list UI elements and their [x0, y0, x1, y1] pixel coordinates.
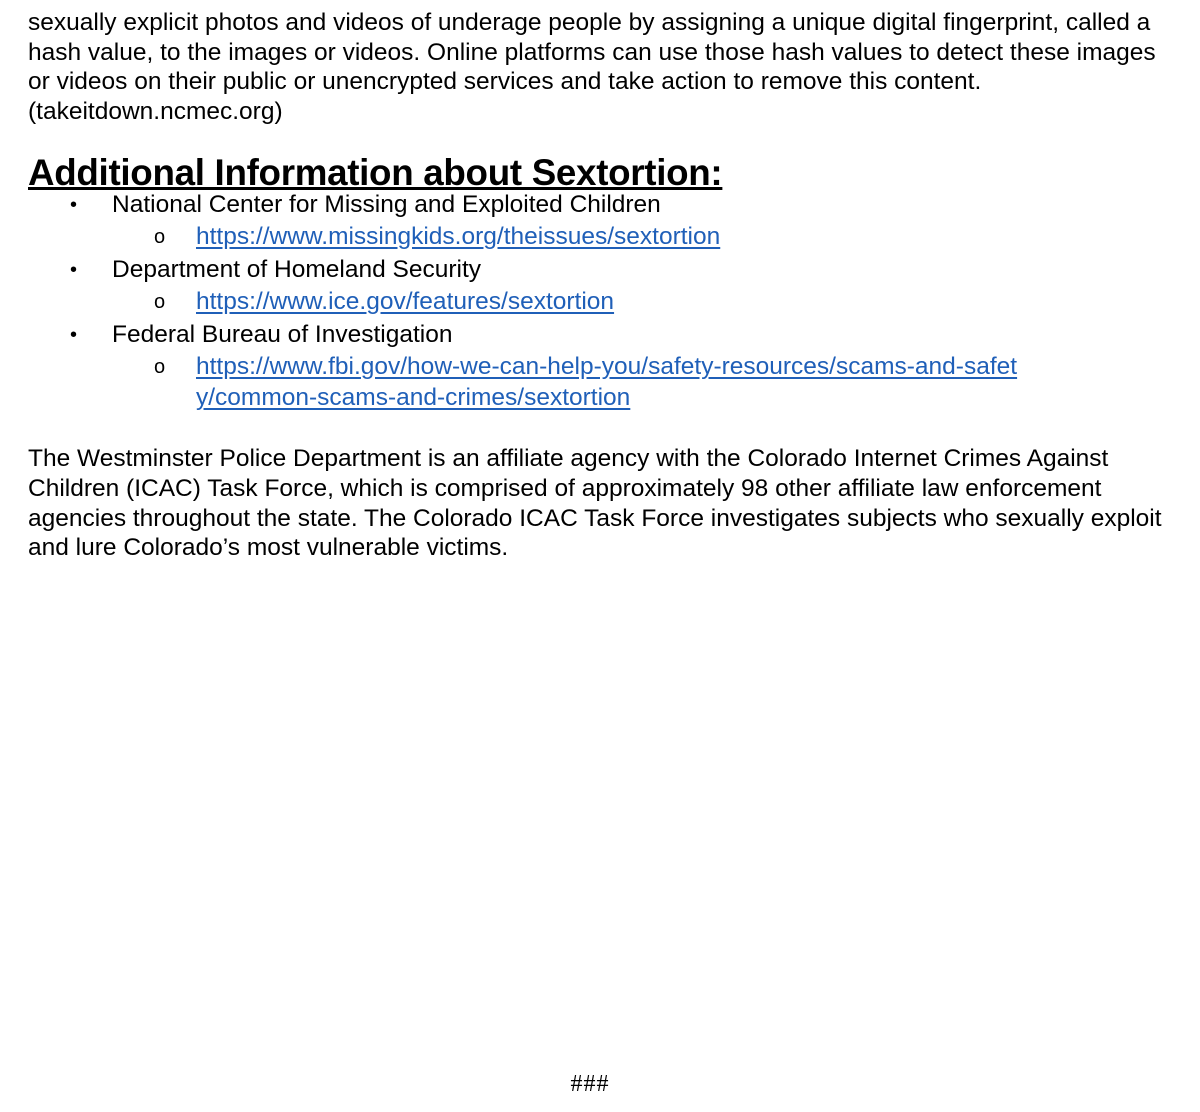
resource-item-fbi: [28, 319, 1178, 413]
resource-item-ncmec: [28, 189, 1178, 254]
fbi-sextortion-link[interactable]: https://www.fbi.gov/how-we-can-help-you/safety-resources/scams-and-safety/common-scams-and-crimes/sextortion: [196, 353, 1018, 412]
organization-name: Department of Homeland Security: [112, 256, 482, 284]
link-list: [112, 351, 1178, 413]
section-heading: Additional Information about Sextortion:: [28, 152, 723, 194]
bullet-icon: •: [70, 324, 78, 347]
resource-list: [28, 189, 1178, 413]
intro-paragraph: sexually explicit photos and videos of underage people by assigning a unique digital fingerprint, called a hash value, to the images or videos. Online platforms can use those hash values to detect these images or videos on their public or unencrypted services and take action to remove this content. (takeitdown.ncmec.org): [28, 9, 1156, 125]
sub-bullet-icon: o: [154, 291, 166, 314]
link-item: [112, 221, 1178, 254]
end-of-release-mark: ###: [570, 1071, 610, 1097]
ncmec-sextortion-link[interactable]: https://www.missingkids.org/theissues/sextortion: [196, 223, 721, 251]
bullet-icon: •: [70, 194, 78, 217]
sub-bullet-icon: o: [154, 356, 166, 379]
link-list: [112, 221, 1178, 254]
document-page: [28, 8, 1178, 563]
resource-item-dhs: [28, 254, 1178, 319]
ice-sextortion-link[interactable]: https://www.ice.gov/features/sextortion: [196, 288, 615, 316]
organization-name: National Center for Missing and Exploited Children: [112, 191, 661, 219]
link-item: [112, 286, 1178, 319]
organization-name: Federal Bureau of Investigation: [112, 321, 453, 349]
closing-paragraph: The Westminster Police Department is an affiliate agency with the Colorado Internet Crimes Against Children (ICAC) Task Force, which is comprised of approximately 98 other affiliate law enforcement agencies throughout the state. The Colorado ICAC Task Force investigates subjects who sexually exploit and lure Colorado’s most vulnerable victims.: [28, 445, 1162, 562]
link-item: [112, 351, 1178, 413]
link-list: [112, 286, 1178, 319]
sub-bullet-icon: o: [154, 226, 166, 249]
bullet-icon: •: [70, 259, 78, 282]
